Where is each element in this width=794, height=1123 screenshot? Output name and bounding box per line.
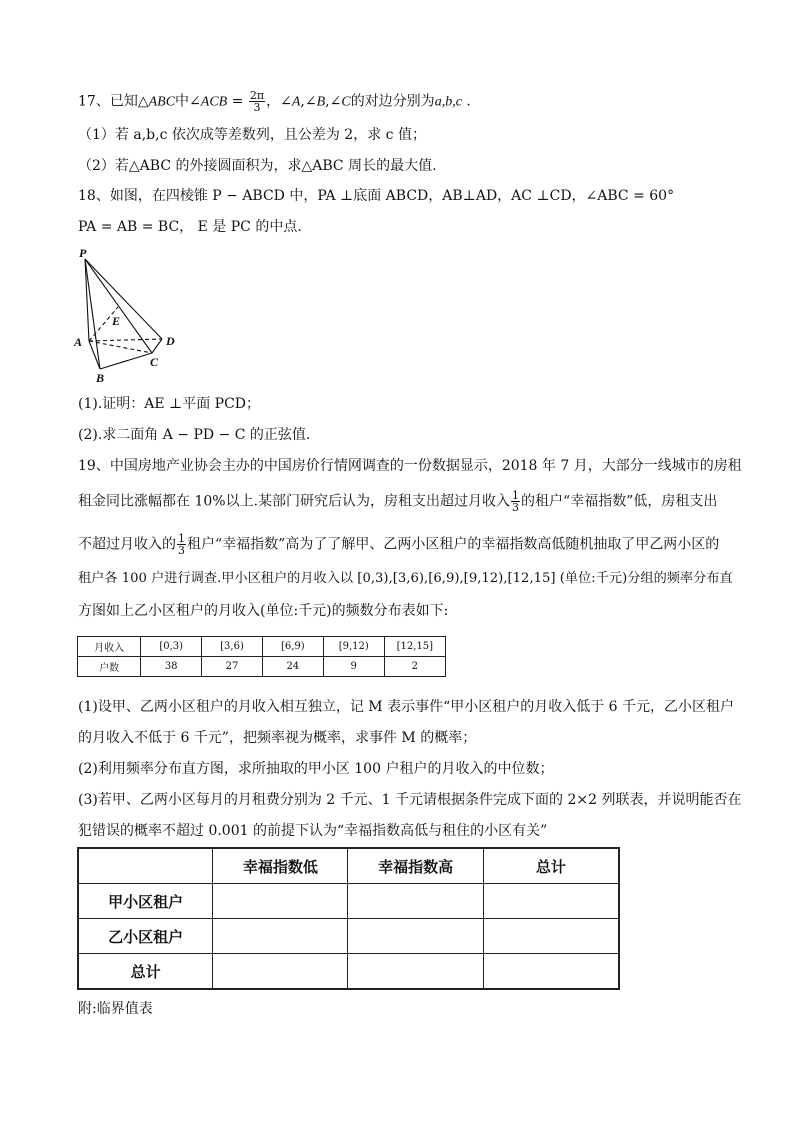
table-row [78,637,446,657]
label-b: B [96,371,105,385]
q19-text: 不超过月收入的 [78,536,176,553]
q17-var: a,b,c [434,94,462,110]
q19-line2 [78,490,717,513]
q17-part1: （1）若 a,b,c 依次成等差数列，且公差为 2，求 c 值； [78,127,426,143]
table-cell[interactable] [483,919,619,954]
q19-text: 的租户“幸福指数”低，房租支出 [521,493,718,510]
edge-ac [89,341,152,353]
edge-ad [89,339,162,341]
edge-cd [152,339,162,353]
appendix-label: 附:临界值表 [78,1001,153,1017]
q19-line4: 租户各 100 户进行调查.甲小区租户的月收入以 [0,3),[3,6),[6,9),[9,12),[12,15] (单位:千元)分组的频率分布直 [78,571,733,586]
q17-var: ACB [200,94,228,110]
table-cell: 2 [384,657,445,677]
q17-part2: （2）若△ABC 的外接圆面积为，求△ABC 周长的最大值. [78,158,437,174]
income-frequency-table [77,636,446,677]
table-cell: [3,6) [202,637,263,657]
label-d: D [166,334,175,348]
table-cell: 24 [262,657,323,677]
frac-den: 3 [512,501,520,514]
table-cell: 乙小区租户 [78,919,213,954]
q19-part3-b: 犯错误的概率不超过 0.001 的前提下认为“幸福指数高低与租住的小区有关” [78,823,548,839]
q17-text: ，∠ [266,93,292,110]
edge-pc [85,259,152,353]
q19-text: 租金同比涨幅都在 10%以上.某部门研究后认为，房租支出超过月收入 [78,493,511,510]
edge-bc [100,353,152,369]
q17-text: 17、已知△ [78,93,149,110]
table-cell: [0,3) [141,637,202,657]
q17-var: C [341,94,351,110]
label-e: E [112,314,121,328]
q17-text: . [461,93,471,110]
q19-fraction [177,533,186,556]
q19-line1: 19、中国房地产业协会主办的中国房价行情网调查的一份数据显示，2018 年 7 月，大部分一线城市的房租 [78,458,742,474]
q17-text: 的对边分别为 [350,93,435,110]
table-row [78,848,619,884]
table-row [78,954,619,990]
table-cell: 38 [141,657,202,677]
table-cell[interactable] [348,919,483,954]
table-cell: 27 [202,657,263,677]
table-row [78,884,619,919]
q19-part2: (2)利用频率分布直方图，求所抽取的甲小区 100 户租户的月收入的中位数； [78,761,554,777]
q17-var: ABC [148,94,176,110]
label-c: C [150,355,159,369]
table-cell[interactable] [213,954,348,990]
q18-part1: (1).证明：AE ⊥平面 PCD； [78,396,261,412]
table-cell: [9,12) [323,637,384,657]
q17-var: A [291,94,301,110]
q19-text: 租户“幸福指数”高为了了解甲、乙两小区租户的幸福指数高低随机抽取了甲乙两小区的 [187,536,720,553]
edge-pd [85,259,162,339]
q17-fraction [249,90,265,113]
q17-stem [78,90,471,113]
label-p: P [79,246,87,260]
q19-line3 [78,533,719,556]
table-cell[interactable] [213,884,348,919]
q18-stem-cont: PA = AB = BC， E 是 PC 的中点. [78,219,302,235]
table-row [78,919,619,954]
q17-text: ,∠ [325,93,342,110]
table-cell[interactable] [348,954,483,990]
q18-part2: (2).求二面角 A − PD − C 的正弦值. [78,427,311,443]
table-row [78,657,446,677]
frac-num: 1 [512,489,520,502]
q19-part3-a: (3)若甲、乙两小区每月的月租费分别为 2 千元、1 千元请根据条件完成下面的 2×2 列联表，并说明能否在 [78,792,742,808]
table-cell: 月收入 [78,637,141,657]
table-cell: 幸福指数高 [348,848,483,884]
table-cell: 9 [323,657,384,677]
contingency-table [77,847,620,990]
table-cell[interactable] [483,884,619,919]
q17-text: = [227,93,248,110]
q17-frac-den: 3 [253,101,261,114]
table-cell[interactable] [348,884,483,919]
table-cell [78,848,213,884]
q17-var: B [316,94,326,110]
table-cell[interactable] [483,954,619,990]
frac-num: 1 [178,532,185,545]
table-cell: [6,9) [262,637,323,657]
table-cell: 总计 [483,848,619,884]
q17-text: 中∠ [175,93,201,110]
table-cell[interactable] [213,919,348,954]
frac-den: 3 [178,544,185,557]
q19-part1-a: (1)设甲、乙两小区租户的月收入相互独立，记 M 表示事件“甲小区租户的月收入低于 6 千元，乙小区租户 [78,699,735,715]
table-cell: 幸福指数低 [213,848,348,884]
table-cell: 户数 [78,657,141,677]
table-cell: 总计 [78,954,213,990]
label-a: A [74,335,83,349]
q19-line5: 方图如上乙小区租户的月收入(单位:千元)的频数分布表如下: [78,603,449,619]
pyramid-figure [70,245,190,385]
q19-fraction [511,490,520,513]
q17-frac-num: 2π [249,89,265,102]
q18-stem: 18、如图，在四棱锥 P − ABCD 中，PA ⊥底面 ABCD，AB⊥AD，AC ⊥CD，∠ABC = 60° [78,188,675,204]
q17-text: ,∠ [300,93,317,110]
table-cell: [12,15] [384,637,445,657]
table-cell: 甲小区租户 [78,884,213,919]
q19-part1-b: 的月收入不低于 6 千元”，把频率视为概率，求事件 M 的概率； [78,730,477,746]
